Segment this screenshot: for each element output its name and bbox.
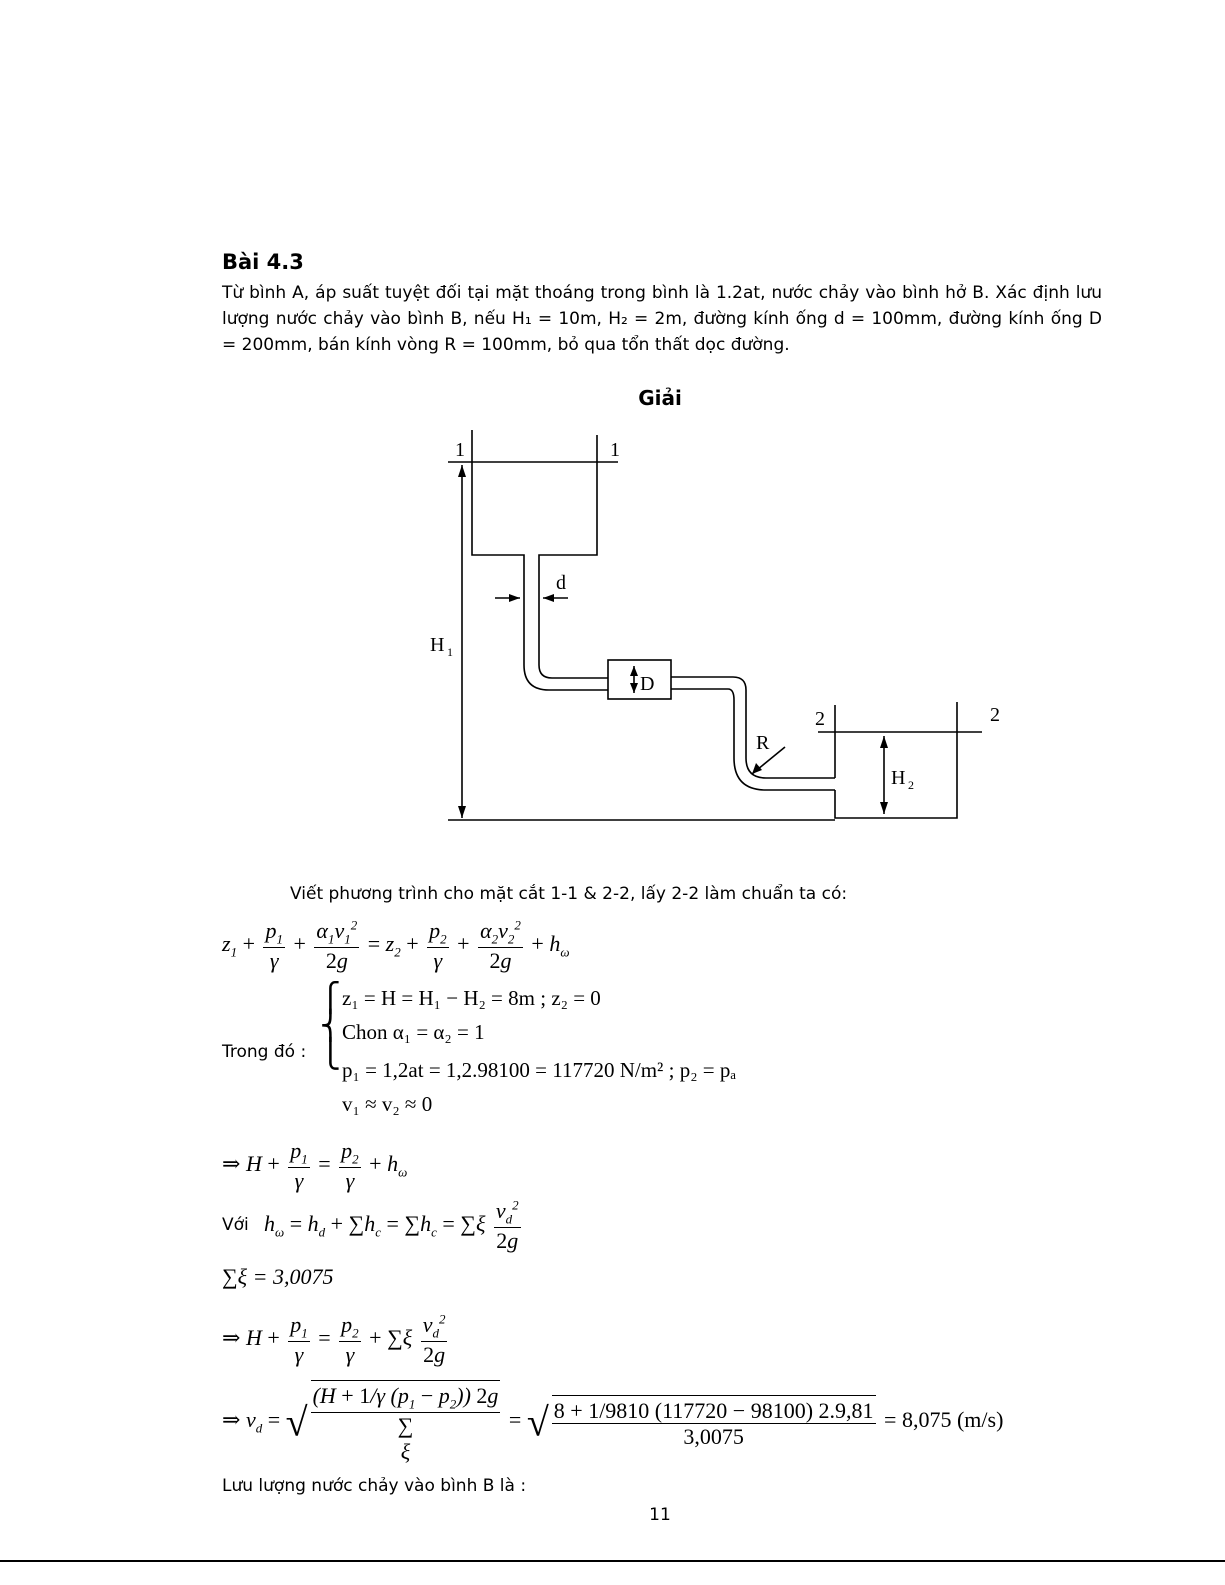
equation-h-simplified: ⇒ H + $\frac{p_1}{\gamma}$ = $\frac{p_2}{\gamma}$ + $h_\omega$ — [222, 1138, 408, 1194]
pipe-d-upper-wall — [539, 665, 608, 678]
tank-a-wall — [472, 430, 524, 665]
bottom-rule — [0, 1560, 1225, 1562]
problem-title: Bài 4.3 — [222, 250, 304, 274]
equation-velocity: ⇒ $v_d$ = √ (H + 1/γ $(p_1 - p_2)$) 2g ∑ ξ = √ $\frac{8 + 1/9810 (117720 - 98100) 2.9,81}{3,0075}$ = 8,075 (m/s) — [222, 1380, 1003, 1464]
bernoulli-equation: $z_1$ + $\frac{p_1}{\gamma}$ + $\frac{\alpha_1v_1^2}{2g}$ = $z_2$ + $\frac{p_2}{\gamma}$ + $\frac{\alpha_2v_2^2}{2g}$ + $h_\omega$ — [222, 917, 570, 974]
tank-a-wall-right — [539, 435, 597, 665]
label-H1-sub: 1 — [447, 645, 453, 659]
label-section-1-right: 1 — [610, 439, 620, 461]
velocity-numeric-denominator: 3,0075 — [683, 1423, 744, 1449]
velocity-numeric-numerator: 8 + 1/9810 (117720 − 98100) 2.9,81 — [553, 1397, 874, 1423]
equation-head-loss: $h_\omega = h_d + \sum h_c = \sum h_c = \sum\xi$ $\frac{v_d^2}{2g}$ — [264, 1197, 519, 1254]
problem-statement: Từ bình A, áp suất tuyệt đối tại mặt thoáng trong bình là 1.2at, nước chảy vào bình hở B. Xác định lưu lượng nước chảy vào bình B, nếu H₁ = 10m, H₂ = 2m, đường kính ống d = 100mm, đường kính ống D = 200mm, bán kính vòng R = 100mm, bỏ qua tổn thất dọc đường. — [222, 283, 1102, 355]
label-R: R — [756, 732, 770, 754]
condition-alpha: Chon α₁ = α₂ = 1 — [342, 1020, 485, 1044]
conditions-brace: ⎧ ⎨ ⎩ — [320, 981, 341, 1070]
with-label: Với — [222, 1215, 249, 1235]
label-H1: H — [430, 634, 445, 656]
condition-pressure: p₁ = 1,2at = 1,2.98100 = 117720 N/m² ; p₂ = pₐ — [342, 1058, 737, 1082]
label-H2: H — [891, 767, 906, 789]
label-D: D — [640, 673, 655, 695]
condition-z: z₁ = H = H₁ − H₂ = 8m ; z₂ = 0 — [342, 986, 601, 1010]
velocity-result: = 8,075 (m/s) — [884, 1407, 1004, 1433]
page-number: 11 — [649, 1505, 671, 1525]
solution-heading: Giải — [638, 386, 682, 410]
label-H2-sub: 2 — [908, 778, 914, 792]
label-section-1-left: 1 — [455, 439, 465, 461]
condition-velocity: v₁ ≈ v₂ ≈ 0 — [342, 1092, 433, 1116]
where-label: Trong đó : — [222, 1042, 307, 1062]
solution-intro: Viết phương trình cho mặt cắt 1-1 & 2-2, lấy 2-2 làm chuẩn ta có: — [290, 884, 848, 904]
label-d: d — [556, 572, 566, 594]
bend-outer-wall — [734, 758, 835, 790]
equation-sum-xi: ∑ξ = 3,0075 — [222, 1264, 334, 1289]
tank-b-bottom — [835, 702, 957, 818]
flow-rate-line: Lưu lượng nước chảy vào bình B là : — [222, 1476, 527, 1496]
pipe-lower-wall-2 — [671, 689, 734, 758]
label-section-2-right: 2 — [990, 704, 1000, 726]
label-section-2-left: 2 — [815, 708, 825, 730]
equation-h-with-losses: ⇒ H + $\frac{p_1}{\gamma}$ = $\frac{p_2}{\gamma}$ + ∑ξ $\frac{v_d^2}{2g}$ — [222, 1311, 446, 1368]
